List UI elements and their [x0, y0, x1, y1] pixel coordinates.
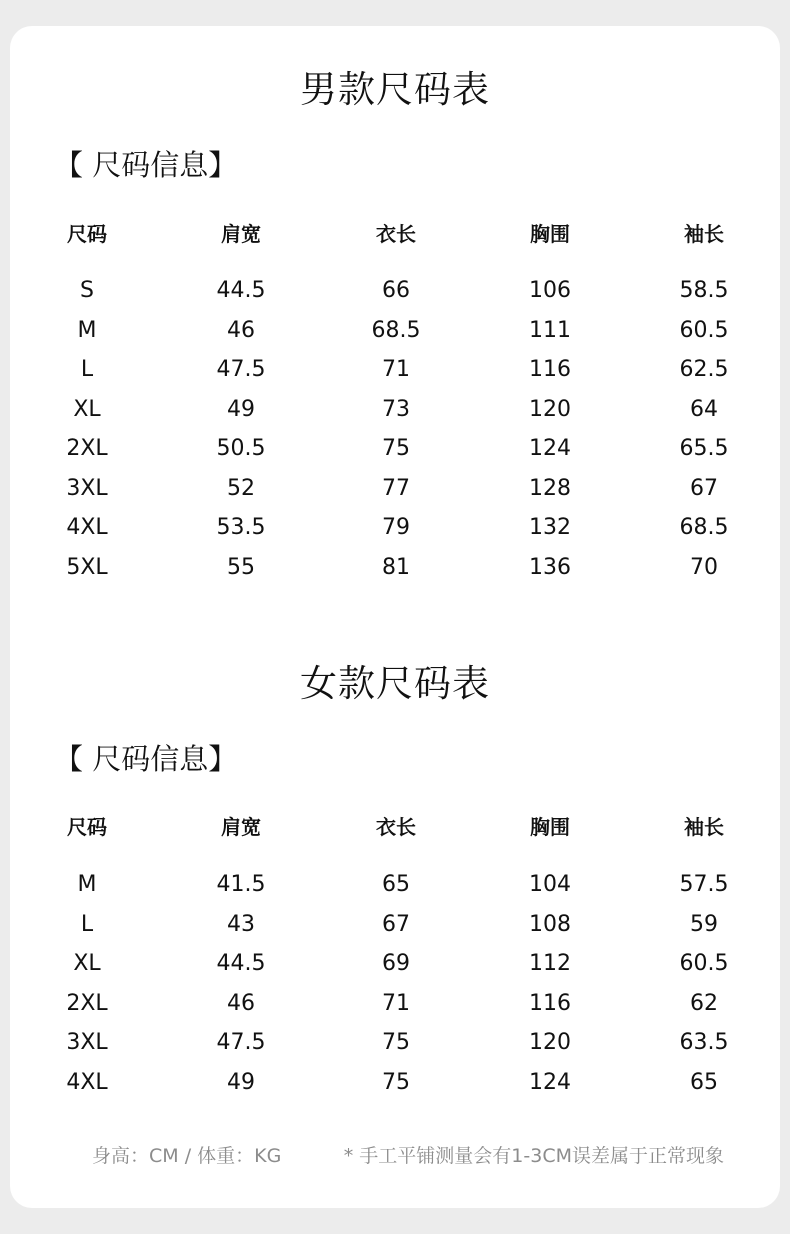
cell-sleeve: 60.5 — [679, 951, 729, 976]
table-row — [10, 316, 780, 346]
table-row — [10, 513, 780, 543]
table-row — [10, 910, 780, 940]
cell-sleeve: 57.5 — [679, 872, 729, 897]
cell-sleeve: 62.5 — [679, 357, 729, 382]
header-chest: 胸围 — [530, 222, 570, 246]
cell-size: 2XL — [66, 436, 108, 461]
cell-sleeve: 65 — [690, 1070, 718, 1095]
cell-length: 71 — [382, 357, 410, 382]
cell-size: L — [80, 357, 94, 382]
cell-chest: 112 — [529, 951, 571, 976]
women-section-label: 【 尺码信息】 — [54, 742, 238, 776]
cell-size: 3XL — [66, 476, 108, 501]
cell-shoulder: 43 — [227, 912, 255, 937]
table-row — [10, 434, 780, 464]
men-size-chart-title: 男款尺码表 — [300, 68, 490, 111]
women-table-header — [10, 812, 780, 842]
cell-sleeve: 62 — [690, 991, 718, 1016]
cell-length: 81 — [382, 555, 410, 580]
table-row — [10, 355, 780, 385]
header-size: 尺码 — [67, 222, 107, 246]
cell-sleeve: 60.5 — [679, 318, 729, 343]
header-length: 衣长 — [376, 222, 416, 246]
cell-chest: 116 — [529, 357, 571, 382]
header-length: 衣长 — [376, 815, 416, 839]
cell-size: 2XL — [66, 991, 108, 1016]
cell-length: 73 — [382, 397, 410, 422]
cell-sleeve: 58.5 — [679, 278, 729, 303]
table-row — [10, 1028, 780, 1058]
cell-shoulder: 46 — [227, 991, 255, 1016]
cell-shoulder: 44.5 — [216, 278, 266, 303]
cell-size: 4XL — [66, 515, 108, 540]
cell-size: L — [80, 912, 94, 937]
women-size-chart-title: 女款尺码表 — [300, 662, 490, 705]
cell-shoulder: 44.5 — [216, 951, 266, 976]
cell-shoulder: 47.5 — [216, 1030, 266, 1055]
cell-shoulder: 46 — [227, 318, 255, 343]
table-row — [10, 553, 780, 583]
cell-length: 68.5 — [371, 318, 421, 343]
cell-shoulder: 52 — [227, 476, 255, 501]
cell-size: 3XL — [66, 1030, 108, 1055]
cell-shoulder: 47.5 — [216, 357, 266, 382]
cell-shoulder: 49 — [227, 1070, 255, 1095]
men-table-header — [10, 219, 780, 249]
cell-length: 75 — [382, 1070, 410, 1095]
header-sleeve: 袖长 — [684, 815, 724, 839]
header-sleeve: 袖长 — [684, 222, 724, 246]
cell-sleeve: 65.5 — [679, 436, 729, 461]
cell-shoulder: 55 — [227, 555, 255, 580]
cell-size: 4XL — [66, 1070, 108, 1095]
table-row — [10, 276, 780, 306]
cell-sleeve: 67 — [690, 476, 718, 501]
cell-size: XL — [73, 951, 101, 976]
cell-length: 71 — [382, 991, 410, 1016]
cell-shoulder: 41.5 — [216, 872, 266, 897]
cell-length: 75 — [382, 1030, 410, 1055]
header-chest: 胸围 — [530, 815, 570, 839]
cell-chest: 128 — [529, 476, 571, 501]
cell-chest: 132 — [529, 515, 571, 540]
cell-length: 65 — [382, 872, 410, 897]
header-shoulder: 肩宽 — [221, 815, 261, 839]
cell-shoulder: 50.5 — [216, 436, 266, 461]
cell-length: 69 — [382, 951, 410, 976]
header-shoulder: 肩宽 — [221, 222, 261, 246]
table-row — [10, 949, 780, 979]
cell-sleeve: 64 — [690, 397, 718, 422]
cell-length: 75 — [382, 436, 410, 461]
cell-sleeve: 63.5 — [679, 1030, 729, 1055]
units-note: 身高：CM / 体重：KG — [92, 1145, 282, 1167]
cell-length: 77 — [382, 476, 410, 501]
measurement-error-note: * 手工平铺测量会有1-3CM误差属于正常现象 — [343, 1145, 724, 1167]
cell-size: XL — [73, 397, 101, 422]
cell-chest: 111 — [529, 318, 571, 343]
cell-chest: 120 — [529, 397, 571, 422]
cell-chest: 104 — [529, 872, 571, 897]
table-row — [10, 989, 780, 1019]
cell-chest: 106 — [529, 278, 571, 303]
cell-chest: 116 — [529, 991, 571, 1016]
cell-chest: 136 — [529, 555, 571, 580]
cell-shoulder: 53.5 — [216, 515, 266, 540]
cell-chest: 108 — [529, 912, 571, 937]
cell-shoulder: 49 — [227, 397, 255, 422]
table-row — [10, 1068, 780, 1098]
header-size: 尺码 — [67, 815, 107, 839]
table-row — [10, 395, 780, 425]
cell-sleeve: 68.5 — [679, 515, 729, 540]
cell-length: 67 — [382, 912, 410, 937]
cell-chest: 124 — [529, 436, 571, 461]
cell-chest: 120 — [529, 1030, 571, 1055]
cell-sleeve: 59 — [690, 912, 718, 937]
size-chart-card — [10, 26, 780, 1208]
cell-size: S — [80, 278, 94, 303]
table-row — [10, 870, 780, 900]
table-row — [10, 474, 780, 504]
cell-length: 79 — [382, 515, 410, 540]
cell-chest: 124 — [529, 1070, 571, 1095]
cell-size: M — [77, 318, 97, 343]
cell-length: 66 — [382, 278, 410, 303]
cell-size: 5XL — [66, 555, 108, 580]
cell-size: M — [77, 872, 97, 897]
men-section-label: 【 尺码信息】 — [54, 148, 238, 182]
cell-sleeve: 70 — [690, 555, 718, 580]
